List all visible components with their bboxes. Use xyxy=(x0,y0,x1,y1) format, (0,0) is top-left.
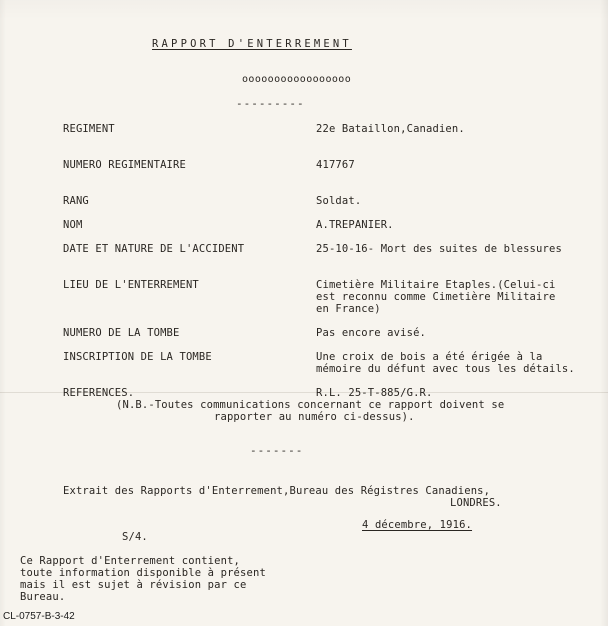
field-label-regimental-number: NUMERO REGIMENTAIRE xyxy=(63,159,186,171)
note-line-1: (N.B.-Toutes communications concernant ce rapport doivent se xyxy=(116,399,505,411)
note-line-2: rapporter au numéro ci-dessus). xyxy=(214,411,415,423)
field-value-inscription-line-1: Une croix de bois a été érigée à la xyxy=(316,351,543,363)
footer-line-2: toute information disponible à présent xyxy=(20,567,266,579)
separator-top: --------- xyxy=(236,97,305,110)
field-label-references: REFERENCES. xyxy=(63,387,135,399)
field-label-burial-place: LIEU DE L'ENTERREMENT xyxy=(63,279,199,291)
field-value-burial-place-line-3: en France) xyxy=(316,303,381,315)
field-value-regimental-number: 417767 xyxy=(316,159,355,171)
field-value-inscription-line-2: mémoire du défunt avec tous les détails. xyxy=(316,363,575,375)
document-title: RAPPORT D'ENTERREMENT xyxy=(152,38,352,50)
field-label-rank: RANG xyxy=(63,195,89,207)
archive-code: CL-0757-B-3-42 xyxy=(3,611,75,622)
field-label-regiment: REGIMENT xyxy=(63,123,115,135)
footer-line-3: mais il est sujet à révision par ce xyxy=(20,579,247,591)
ornament-line: ooooooooooooooooo xyxy=(242,74,352,85)
field-value-references: R.L. 25-T-885/G.R. xyxy=(316,387,433,399)
document-date: 4 décembre, 1916. xyxy=(362,519,473,531)
field-value-grave-number: Pas encore avisé. xyxy=(316,327,427,339)
field-label-grave-number: NUMERO DE LA TOMBE xyxy=(63,327,180,339)
separator-middle: ------- xyxy=(250,444,304,457)
field-value-burial-place-line-2: est reconnu comme Cimetière Militaire xyxy=(316,291,556,303)
field-value-rank: Soldat. xyxy=(316,195,362,207)
footer-line-4: Bureau. xyxy=(20,591,66,603)
field-value-accident: 25-10-16- Mort des suites de blessures xyxy=(316,243,562,255)
field-value-burial-place-line-1: Cimetière Militaire Etaples.(Celui-ci xyxy=(316,279,556,291)
footer-line-1: Ce Rapport d'Enterrement contient, xyxy=(20,555,241,567)
field-label-accident: DATE ET NATURE DE L'ACCIDENT xyxy=(63,243,245,255)
field-label-name: NOM xyxy=(63,219,83,231)
extract-line-1: Extrait des Rapports d'Enterrement,Bureau des Régistres Canadiens, xyxy=(63,485,491,497)
reference-code: S/4. xyxy=(122,531,148,543)
field-label-inscription: INSCRIPTION DE LA TOMBE xyxy=(63,351,212,363)
extract-line-2: LONDRES. xyxy=(450,497,502,509)
field-value-name: A.TREPANIER. xyxy=(316,219,394,231)
field-value-regiment: 22e Bataillon,Canadien. xyxy=(316,123,465,135)
